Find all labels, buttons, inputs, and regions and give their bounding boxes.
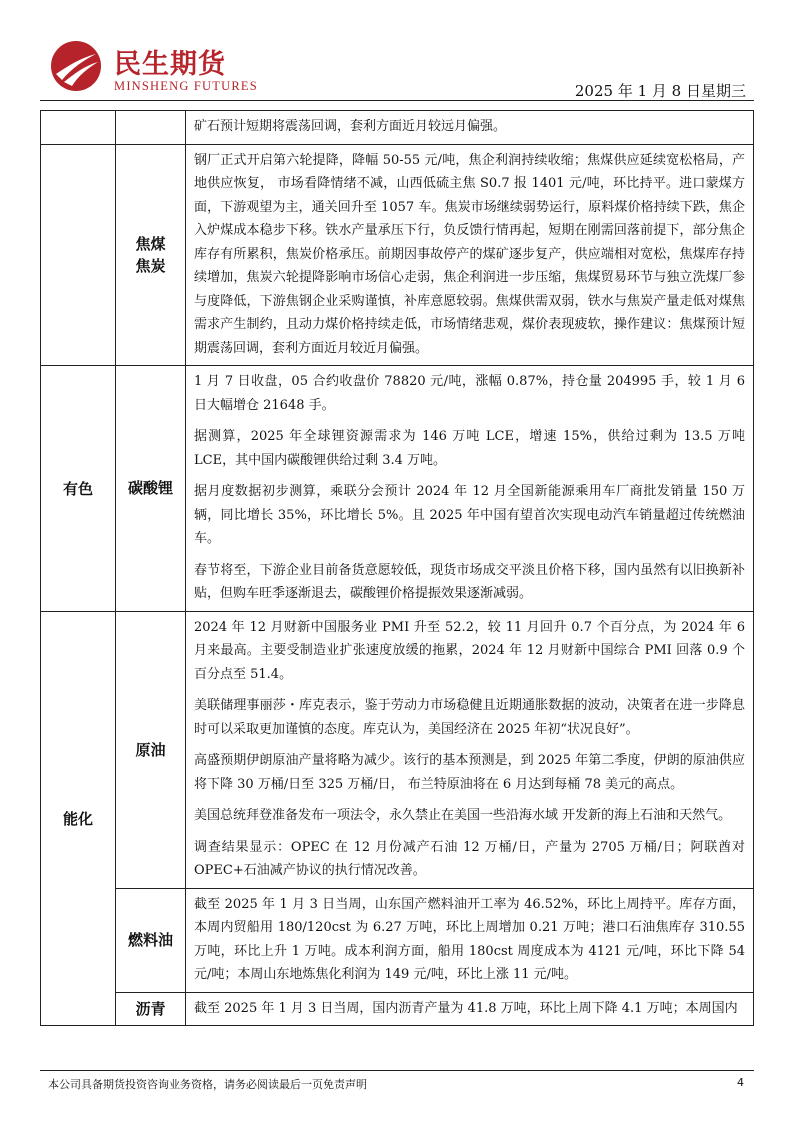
row-fuel-oil <box>41 888 754 992</box>
content-cell <box>186 611 754 888</box>
report-date: 2025 年 1 月 8 日星期三 <box>574 82 746 100</box>
commodity-label: 燃料油 <box>116 888 186 992</box>
paragraph: 高盛预期伊朗原油产量将略为减少。该行的基本预测是，到 2025 年第二季度，伊朗的原油供应将下降 30 万桶/日至 325 万桶/日， 布兰特原油将在 6 月达到每桶 78 美元的高点。 <box>194 753 745 792</box>
paragraph: 截至 2025 年 1 月 3 日当周，山东国产燃料油开工率为 46.52%，环比上周持平。库存方面，本周内贸船用 180/120cst 为 6.27 万吨，环比上周增加 0.21 万吨；港口石油焦库存 310.55 万吨，环比上升 1 万吨。成本利润方面，船用 180cst 周度成本为 4121 元/吨，环比下降 54 元/吨；本周山东地炼焦化利润为 149 元/吨，环比上涨 11 元/吨。 <box>194 896 745 982</box>
footer-disclaimer: 本公司具备期货投资咨询业务资格，请务必阅读最后一页免责声明 <box>48 1078 367 1091</box>
paragraph: 1 月 7 日收盘，05 合约收盘价 78820 元/吨，涨幅 0.87%，持仓量 204995 手，较 1 月 6 日大幅增仓 21648 手。 <box>194 374 745 413</box>
category-label: 能化 <box>41 611 116 1026</box>
content-cell <box>186 888 754 992</box>
paragraph: 矿石预计短期将震荡回调，套利方面近月较远月偏强。 <box>194 119 507 134</box>
header-rule <box>40 100 754 101</box>
content-cell <box>186 144 754 366</box>
paragraph: 据月度数据初步测算，乘联分会预计 2024 年 12 月全国新能源乘用车厂商批发销量 150 万辆，同比增长 35%，环比增长 5%。且 2025 年中国有望首次实现电动汽车销量超过传统燃油车。 <box>194 484 745 546</box>
commodity-label: 焦煤 焦炭 <box>116 144 186 366</box>
row-coking <box>41 144 754 366</box>
category-cell <box>41 144 116 366</box>
content-cell <box>186 111 754 145</box>
commodity-label: 沥青 <box>116 992 186 1026</box>
minsheng-logo <box>50 40 102 92</box>
commodity-cell <box>116 111 186 145</box>
category-label: 有色 <box>41 366 116 612</box>
content-cell <box>186 366 754 612</box>
commodity-table <box>40 110 754 1026</box>
page-number: 4 <box>737 1076 744 1089</box>
category-cell <box>41 111 116 145</box>
paragraph: 据测算，2025 年全球锂资源需求为 146 万吨 LCE，增速 15%，供给过剩为 13.5 万吨 LCE，其中国内碳酸锂供给过剩 3.4 万吨。 <box>194 429 745 468</box>
paragraph: 美国总统拜登准备发布一项法令，永久禁止在美国一些沿海水域 开发新的海上石油和天然气。 <box>194 808 732 823</box>
brand-name-en: MINSHENG FUTURES <box>114 79 258 93</box>
row-asphalt <box>41 992 754 1026</box>
paragraph: 春节将至，下游企业目前备货意愿较低，现货市场成交平淡且价格下移，国内虽然有以旧换新补贴，但购车旺季逐渐退去，碳酸锂价格提振效果逐渐减弱。 <box>194 562 745 601</box>
row-crude <box>41 611 754 888</box>
paragraph: 2024 年 12 月财新中国服务业 PMI 升至 52.2，较 11 月回升 0.7 个百分点，为 2024 年 6 月来最高。主要受制造业扩张速度放缓的拖累，2024 年 12 月财新中国综合 PMI 回落 0.9 个百分点至 51.4。 <box>194 619 745 682</box>
paragraph: 截至 2025 年 1 月 3 日当周，国内沥青产量为 41.8 万吨，环比上周下降 4.1 万吨；本周国内 <box>194 1000 738 1016</box>
brand-name-cn: 民生期货 <box>114 49 226 80</box>
row-lithium <box>41 366 754 612</box>
paragraph: 美联储理事丽莎・库克表示，鉴于劳动力市场稳健且近期通胀数据的波动，决策者在进一步降息时可以采取更加谨慎的态度。库克认为，美国经济在 2025 年初“状况良好”。 <box>194 698 745 737</box>
row-iron-ore <box>41 111 754 145</box>
paragraph: 钢厂正式开启第六轮提降，降幅 50-55 元/吨，焦企利润持续收缩；焦煤供应延续宽松格局，产地供应恢复， 市场看降情绪不减，山西低硫主焦 S0.7 报 1401 元/吨，环比持平。进口蒙煤方面，下游观望为主，通关回升至 1057 车。焦炭市场继续弱势运行，原料煤价格持续下跌，焦企入炉煤成本稳步下移。铁水产量承压下行，负反馈行情再起，短期在刚需回落前提下，部分焦企库存有所累积，焦炭价格承压。前期因事故停产的煤矿逐步复产，供应端相对宽松，焦煤库存持续增加，焦炭六轮提降影响市场信心走弱，焦企利润进一步压缩，焦煤贸易环节与独立洗煤厂参与度降低，下游焦钢企业采购谨慎，补库意愿较弱。焦煤供需双弱，铁水与焦炭产量走低对煤焦需求产生制约，且动力煤价格持续走低，市场情绪悲观，煤价表现疲软，操作建议：焦煤预计短期震荡回调，套利方面近月较近月偏强。 <box>194 152 745 356</box>
content-cell <box>186 992 754 1026</box>
commodity-label: 原油 <box>116 611 186 888</box>
commodity-label: 碳酸锂 <box>116 366 186 612</box>
paragraph: 调查结果显示：OPEC 在 12 月份减产石油 12 万桶/日，产量为 2705 万桶/日；阿联酋对 OPEC+石油减产协议的执行情况改善。 <box>194 839 745 878</box>
footer-rule <box>40 1070 754 1071</box>
